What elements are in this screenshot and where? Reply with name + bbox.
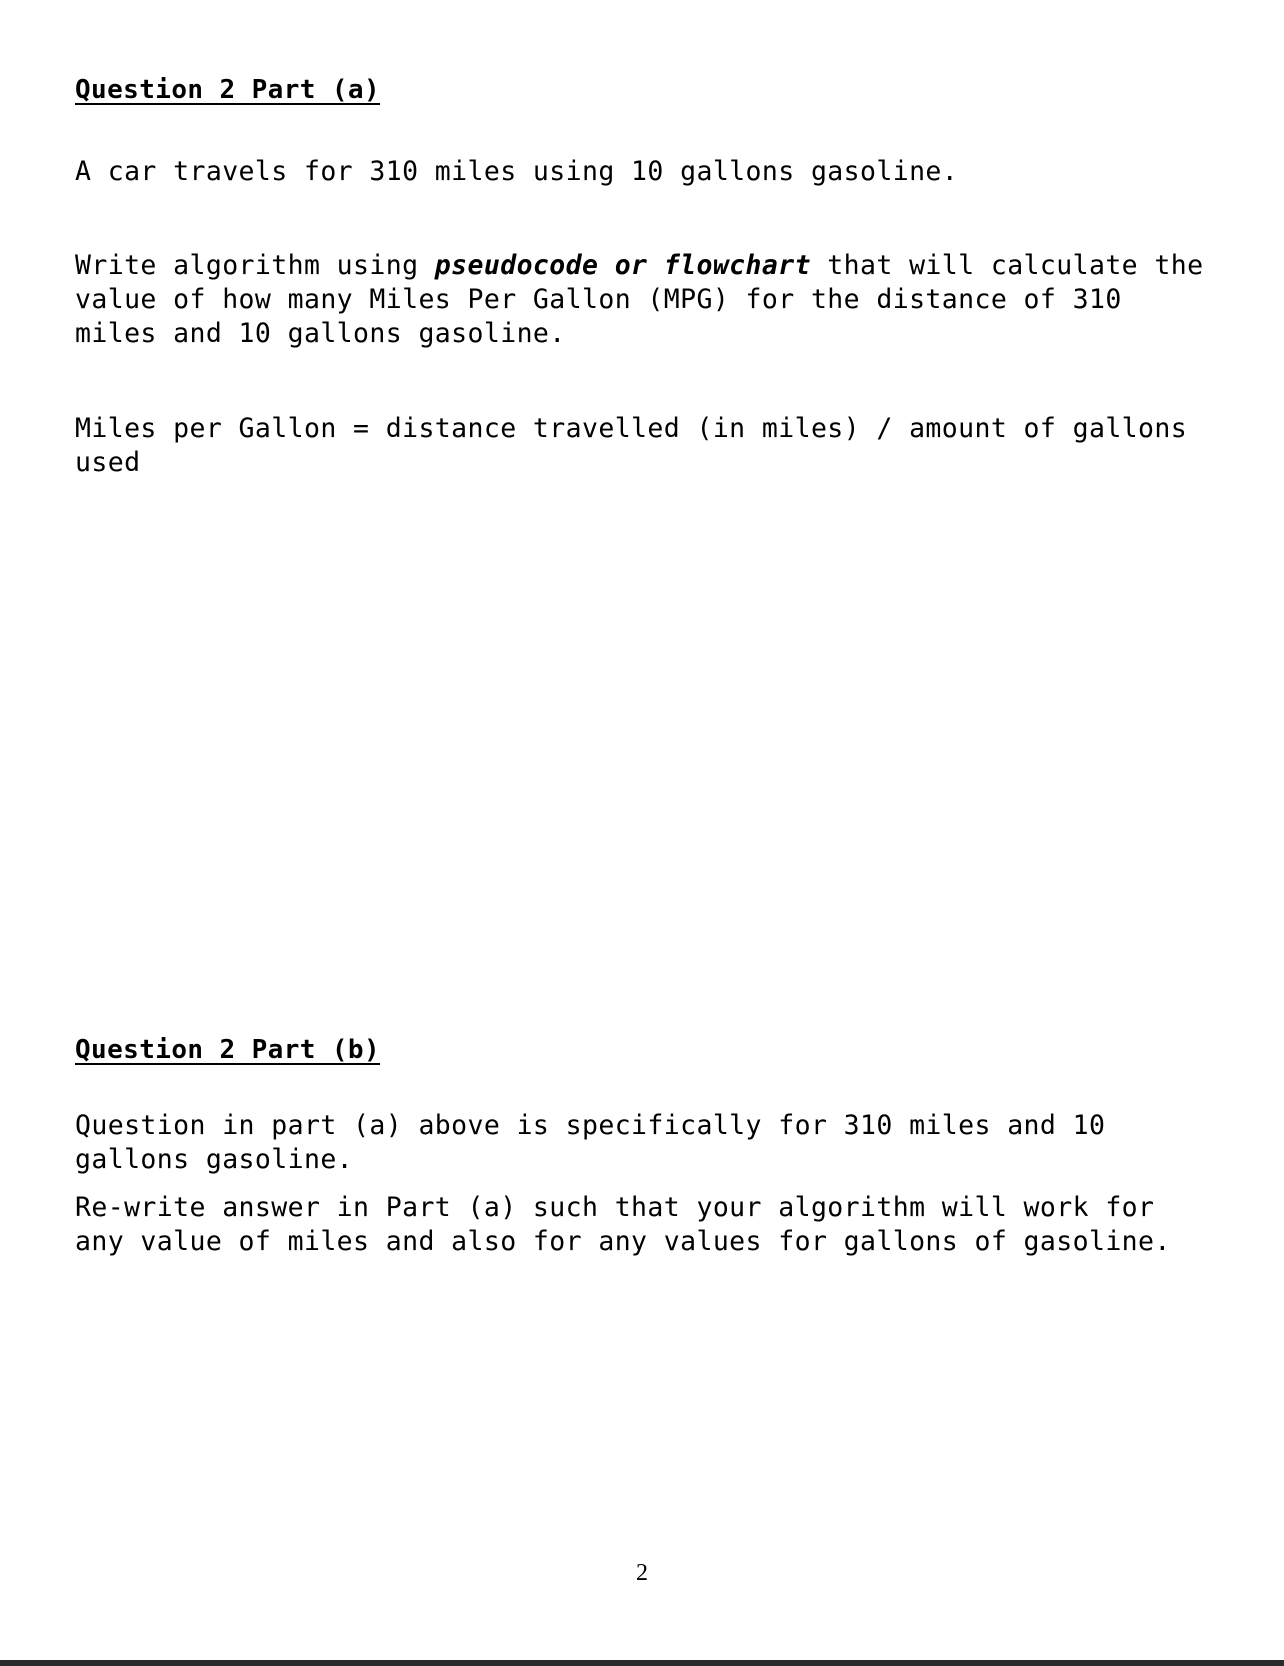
question-2a-task-prefix: Write algorithm using: [75, 250, 435, 281]
page-number: 2: [636, 1560, 648, 1586]
question-2a-intro: A car travels for 310 miles using 10 gallons gasoline.: [75, 156, 959, 187]
question-2a-task-emphasis: pseudocode or flowchart: [434, 250, 811, 281]
question-2b-task: Re-write answer in Part (a) such that your algorithm will work for any value of miles and also for any values for gallons of gasoline.: [75, 1192, 1171, 1257]
bottom-divider: [0, 1660, 1284, 1666]
mpg-formula: Miles per Gallon = distance travelled (in miles) / amount of gallons used: [75, 413, 1188, 478]
question-2a-task: [75, 249, 1215, 351]
question-2a-heading: Question 2 Part (a): [75, 75, 381, 105]
question-2a-task-suffix: that will calculate the value of how many Miles Per Gallon (MPG) for the distance of 310 miles and 10 gallons gasoline.: [75, 250, 1204, 349]
question-2b-context: Question in part (a) above is specifically for 310 miles and 10 gallons gasoline.: [75, 1110, 1106, 1175]
question-2b-heading: Question 2 Part (b): [75, 1035, 381, 1065]
